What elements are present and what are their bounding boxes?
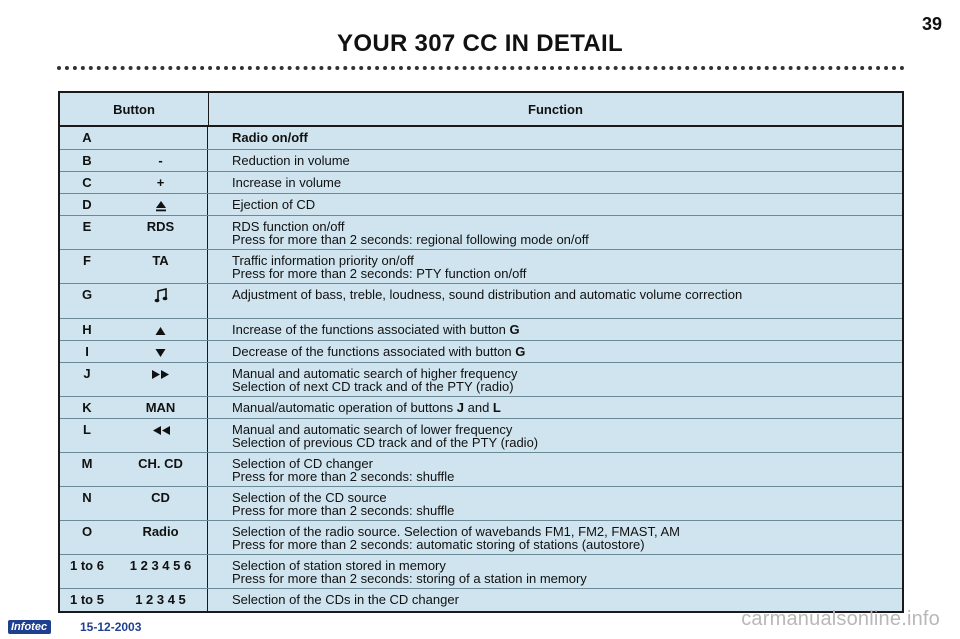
description-line — [232, 593, 902, 606]
table-row — [60, 250, 902, 284]
table-row — [60, 150, 902, 172]
row-letter: I — [85, 344, 89, 359]
description-text: Manual and automatic search of lower frequency — [232, 422, 513, 437]
description-line: Press for more than 2 seconds: PTY function on/off — [232, 266, 527, 281]
description-text: and — [464, 400, 493, 415]
dotted-divider — [57, 66, 905, 70]
watermark: carmanualsonline.info — [741, 608, 940, 630]
table-row — [60, 194, 902, 216]
description-text: Manual/automatic operation of buttons — [232, 400, 457, 415]
description-text: Selection of station stored in memory — [232, 558, 446, 573]
row-letter: E — [82, 219, 92, 234]
table-row — [60, 127, 902, 150]
table-body — [60, 127, 902, 611]
description-line — [232, 154, 902, 167]
row-description — [208, 521, 902, 554]
row-letter: B — [82, 153, 92, 168]
description-line — [232, 288, 902, 301]
description-text: Selection of the CD source — [232, 490, 387, 505]
row-symbol: 1 2 3 4 5 6 — [114, 555, 208, 588]
row-symbol: Radio — [114, 521, 208, 554]
button-function-table — [58, 91, 904, 613]
infotec-logo: Infotec — [8, 620, 51, 634]
row-description — [208, 419, 902, 452]
description-line: Press for more than 2 seconds: storing of a station in memory — [232, 571, 587, 586]
description-text: Decrease of the functions associated with button — [232, 344, 516, 359]
row-description — [208, 487, 902, 520]
description-line — [232, 323, 902, 336]
description-text: Selection of CD changer — [232, 456, 373, 471]
down-arrow-icon — [114, 341, 208, 362]
row-letter: O — [81, 524, 93, 539]
description-line: Press for more than 2 seconds: shuffle — [232, 469, 455, 484]
row-letter: D — [82, 197, 92, 212]
row-symbol: - — [114, 150, 208, 171]
table-header — [60, 93, 902, 127]
description-text: RDS function on/off — [232, 219, 345, 234]
description-line — [232, 401, 902, 414]
description-line: Press for more than 2 seconds: shuffle — [232, 503, 455, 518]
row-description — [208, 150, 902, 171]
row-description — [208, 319, 902, 340]
row-description — [208, 284, 902, 318]
row-description — [208, 172, 902, 193]
row-letter: L — [83, 422, 91, 437]
description-line: Selection of previous CD track and of the PTY (radio) — [232, 435, 539, 450]
button-reference: G — [509, 322, 520, 337]
description-line: Selection of next CD track and of the PTY (radio) — [232, 379, 514, 394]
page-number: 39 — [921, 14, 942, 34]
row-letter: G — [81, 287, 93, 302]
up-arrow-icon — [114, 319, 208, 340]
table-row — [60, 419, 902, 453]
row-description — [208, 555, 902, 588]
button-reference: J — [456, 400, 464, 415]
table-row — [60, 397, 902, 419]
music-note-icon — [114, 284, 208, 318]
row-symbol: MAN — [114, 397, 208, 418]
row-letter: A — [82, 130, 92, 145]
description-line — [232, 131, 902, 144]
table-row — [60, 521, 902, 555]
row-symbol: 1 2 3 4 5 — [114, 589, 208, 611]
footer-date: 15-12-2003 — [80, 620, 142, 634]
row-letter: H — [82, 322, 92, 337]
description-text: Increase of the functions associated with button — [232, 322, 510, 337]
description-text: Increase in volume — [232, 175, 342, 190]
row-description — [208, 216, 902, 249]
row-symbol: TA — [114, 250, 208, 283]
table-row — [60, 284, 902, 319]
table-row — [60, 216, 902, 250]
row-letter: 1 to 6 — [70, 558, 104, 573]
table-row — [60, 172, 902, 194]
table-row — [60, 319, 902, 341]
description-line — [232, 198, 902, 211]
description-text: Traffic information priority on/off — [232, 253, 414, 268]
page-title: YOUR 307 CC IN DETAIL — [337, 30, 623, 57]
fast-forward-icon — [114, 363, 208, 396]
row-letter: F — [83, 253, 91, 268]
table-row — [60, 453, 902, 487]
row-symbol: CH. CD — [114, 453, 208, 486]
description-line: Press for more than 2 seconds: regional following mode on/off — [232, 232, 589, 247]
header-button: Button — [60, 93, 209, 125]
rewind-icon — [114, 419, 208, 452]
row-letter: N — [82, 490, 92, 505]
row-letter: C — [82, 175, 92, 190]
row-description — [208, 127, 902, 149]
row-symbol: RDS — [114, 216, 208, 249]
description-text: Reduction in volume — [232, 153, 350, 168]
row-description — [208, 194, 902, 215]
description-text: Manual and automatic search of higher frequency — [232, 366, 518, 381]
row-letter: M — [81, 456, 93, 471]
button-reference: G — [515, 344, 526, 359]
row-description — [208, 341, 902, 362]
table-row — [60, 487, 902, 521]
row-description — [208, 397, 902, 418]
row-symbol: + — [114, 172, 208, 193]
description-line — [232, 345, 902, 358]
row-letter: J — [83, 366, 91, 381]
row-description — [208, 363, 902, 396]
row-symbol: CD — [114, 487, 208, 520]
table-row — [60, 555, 902, 589]
description-text: Adjustment of bass, treble, loudness, sound distribution and automatic volume correction — [232, 287, 743, 302]
row-letter: K — [82, 400, 92, 415]
description-text: Ejection of CD — [232, 197, 316, 212]
row-description — [208, 250, 902, 283]
header-function: Function — [528, 101, 583, 117]
eject-icon — [114, 194, 208, 215]
row-letter: 1 to 5 — [70, 592, 104, 607]
description-line: Press for more than 2 seconds: automatic storing of stations (autostore) — [232, 537, 645, 552]
description-text: Selection of the CDs in the CD changer — [232, 592, 459, 607]
description-line — [232, 176, 902, 189]
row-symbol — [114, 127, 208, 149]
description-text: Selection of the radio source. Selection of wavebands FM1, FM2, FMAST, AM — [232, 524, 680, 539]
row-description — [208, 453, 902, 486]
table-row — [60, 341, 902, 363]
table-row — [60, 363, 902, 397]
button-reference: L — [492, 400, 501, 415]
description-text: Radio on/off — [232, 130, 308, 145]
